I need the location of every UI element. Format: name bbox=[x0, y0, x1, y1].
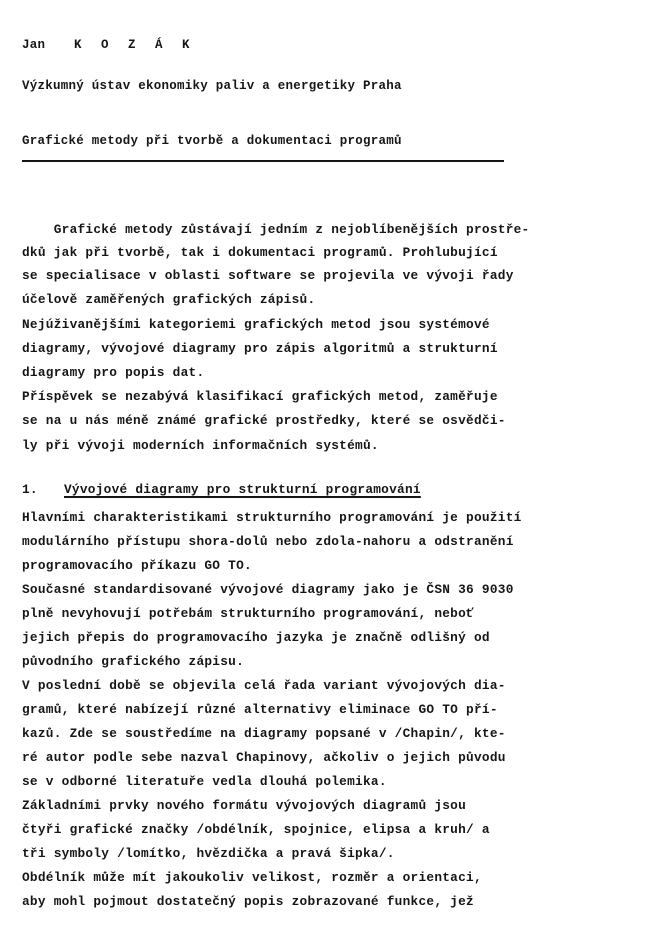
body-line: programovacího příkazu GO TO. bbox=[22, 558, 252, 573]
body-line: Hlavními charakteristikami strukturního programování je použití bbox=[22, 510, 522, 525]
body-line: plně nevyhovují potřebám strukturního programování, neboť bbox=[22, 606, 474, 621]
body-line: Současné standardisované vývojové diagramy jako je ČSN 36 9030 bbox=[22, 582, 514, 597]
author-last-name: K O Z Á K bbox=[74, 38, 196, 52]
intro-line: diagramy, vývojové diagramy pro zápis algoritmů a strukturní bbox=[22, 341, 498, 356]
title-rule bbox=[22, 160, 504, 162]
section-heading: Vývojové diagramy pro strukturní programování bbox=[64, 482, 421, 497]
intro-line: Nejúživanějšími kategoriemi grafických metod jsou systémové bbox=[22, 317, 490, 332]
intro-line: ly při vývoji moderních informačních systémů. bbox=[22, 438, 379, 453]
body-line: se v odborné literatuře vedla dlouhá polemika. bbox=[22, 774, 387, 789]
body-line: kazů. Zde se soustředíme na diagramy popsané v /Chapin/, kte- bbox=[22, 726, 506, 741]
author-first-name: Jan bbox=[22, 38, 46, 52]
document-title: Grafické metody při tvorbě a dokumentaci programů bbox=[22, 134, 402, 148]
intro-line: se na u nás méně známé grafické prostředky, které se osvědči- bbox=[22, 413, 506, 428]
intro-line: se specialisace v oblasti software se projevila ve vývoji řady bbox=[22, 268, 514, 283]
body-line: původního grafického zápisu. bbox=[22, 654, 245, 669]
body-line: tři symboly /lomítko, hvězdička a pravá šipka/. bbox=[22, 846, 395, 861]
body-line: jejich přepis do programovacího jazyka je značně odlišný od bbox=[22, 630, 490, 645]
institution: Výzkumný ústav ekonomiky paliv a energetiky Praha bbox=[22, 79, 402, 93]
body-line: Obdélník může mít jakoukoliv velikost, rozměr a orientaci, bbox=[22, 870, 482, 885]
intro-line: diagramy pro popis dat. bbox=[22, 365, 205, 380]
body-line: Základními prvky nového formátu vývojových diagramů jsou bbox=[22, 798, 467, 813]
body-line: modulárního přístupu shora-dolů nebo zdola-nahoru a odstranění bbox=[22, 534, 514, 549]
body-line: V poslední době se objevila celá řada variant vývojových dia- bbox=[22, 678, 506, 693]
intro-line: účelově zaměřených grafických zápisů. bbox=[22, 292, 316, 307]
section-number: 1. bbox=[22, 482, 38, 497]
intro-line: dků jak při tvorbě, tak i dokumentaci programů. Prohlubující bbox=[22, 245, 498, 260]
body-line: ré autor podle sebe nazval Chapinovy, ačkoliv o jejich původu bbox=[22, 750, 506, 765]
intro-line: Příspěvek se nezabývá klasifikací grafických metod, zaměřuje bbox=[22, 389, 498, 404]
body-line: čtyři grafické značky /obdélník, spojnice, elipsa a kruh/ a bbox=[22, 822, 490, 837]
body-line: aby mohl pojmout dostatečný popis zobrazované funkce, jež bbox=[22, 894, 474, 909]
body-line: gramů, které nabízejí různé alternativy eliminace GO TO pří- bbox=[22, 702, 498, 717]
intro-line: Grafické metody zůstávají jedním z nejoblíbenějších prostře- bbox=[22, 222, 530, 237]
